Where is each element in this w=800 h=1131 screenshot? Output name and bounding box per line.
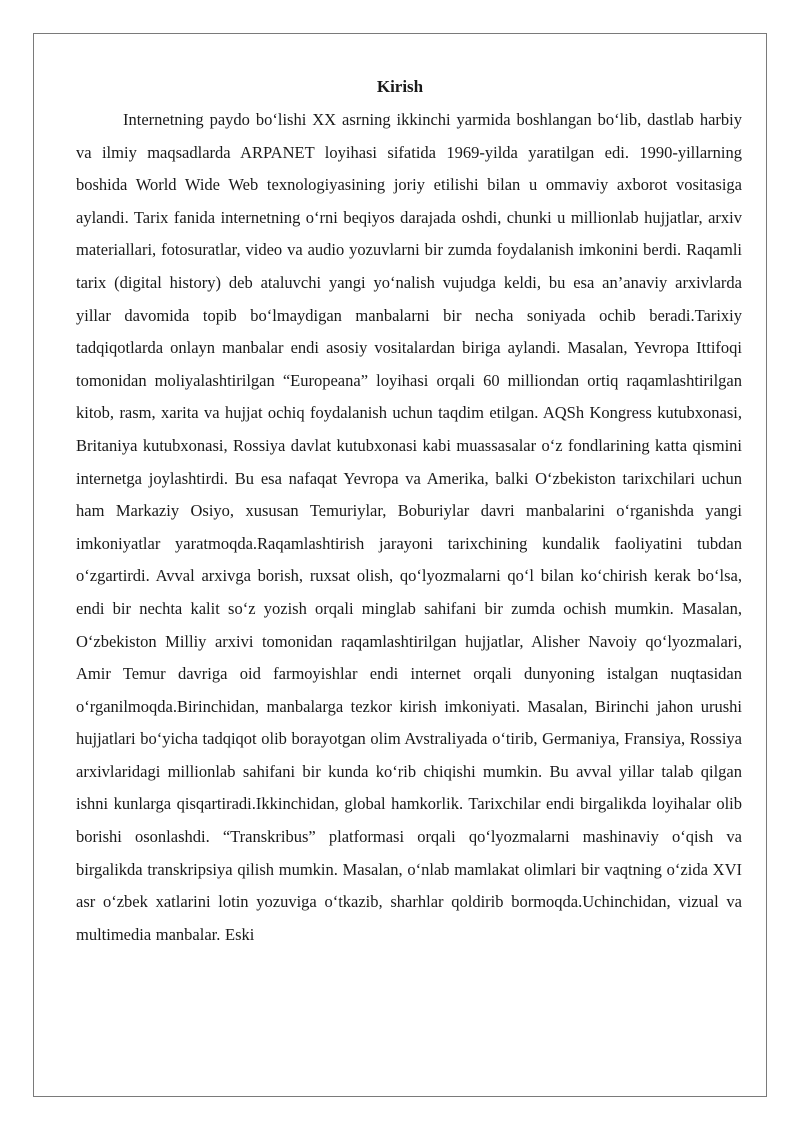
body-paragraph: Internetning paydo bo‘lishi XX asrning ikkinchi yarmida boshlangan bo‘lib, dastlab harbiy va ilmiy maqsadlarda ARPANET loyihasi sifatida 1969-yilda yaratilgan edi. 1990-yillarning boshida World Wide Web texnologiyasining joriy etilishi bilan u ommaviy axborot vositasiga aylandi. Tarix fanida internetning o‘rni beqiyos darajada oshdi, chunki u millionlab hujjatlar, arxiv materiallari, fotosuratlar, video va audio yozuvlarni bir zumda foydalanish imkonini berdi. Raqamli tarix (digital history) deb ataluvchi yangi yo‘nalish vujudga keldi, bu esa an’anaviy arxivlarda yillar davomida topib bo‘lmaydigan manbalarni bir necha soniyada ochib beradi.Tarixiy tadqiqotlarda onlayn manbalar endi asosiy vositalardan biriga aylandi. Masalan, Yevropa Ittifoqi tomonidan moliyalashtirilgan “Europeana” loyihasi orqali 60 milliondan ortiq raqamlashtirilgan kitob, rasm, xarita va hujjat ochiq foydalanish uchun taqdim etilgan. AQSh Kongress kutubxonasi, Britaniya kutubxonasi, Rossiya davlat kutubxonasi kabi muassasalar o‘z fondlarining katta qismini internetga joylashtirdi. Bu esa nafaqat Yevropa va Amerika, balki O‘zbekiston tarixchilari uchun ham Markaziy Osiyo, xususan Temuriylar, Boburiylar davri manbalarini o‘rganishda yangi imkoniyatlar yaratmoqda.Raqamlashtirish jarayoni tarixchining kundalik faoliyatini tubdan o‘zgartirdi. Avval arxivga borish, ruxsat olish, qo‘lyozmalarni qo‘l bilan ko‘chirish kerak bo‘lsa, endi bir nechta kalit so‘z yozish orqali minglab sahifani bir zumda ochish mumkin. Masalan, O‘zbekiston Milliy arxivi tomonidan raqamlashtirilgan hujjatlar, Alisher Navoiy qo‘lyozmalari, Amir Temur davriga oid farmoyishlar endi internet orqali dunyoning istalgan nuqtasidan o‘rganilmoqda.Birinchidan, manbalarga tezkor kirish imkoniyati. Masalan, Birinchi jahon urushi hujjatlari bo‘yicha tadqiqot olib borayotgan olim Avstraliyada o‘tirib, Germaniya, Fransiya, Rossiya arxivlaridagi millionlab sahifani bir kunda ko‘rib chiqishi mumkin. Bu avval yillar talab qilgan ishni kunlarga qisqartiradi.Ikkinchidan, global hamkorlik. Tarixchilar endi birgalikda loyihalar olib borishi osonlashdi. “Transkribus” platformasi orqali qo‘lyozmalarni mashinaviy o‘qish va birgalikda transkripsiya qilish mumkin. Masalan, o‘nlab mamlakat olimlari bir vaqtning o‘zida XVI asr o‘zbek xatlarini lotin yozuviga o‘tkazib, sharhlar qoldirib bormoqda.Uchinchidan, vizual va multimedia manbalar. Eski xyxy=(76,110,742,944)
document-title: Kirish xyxy=(376,77,424,96)
